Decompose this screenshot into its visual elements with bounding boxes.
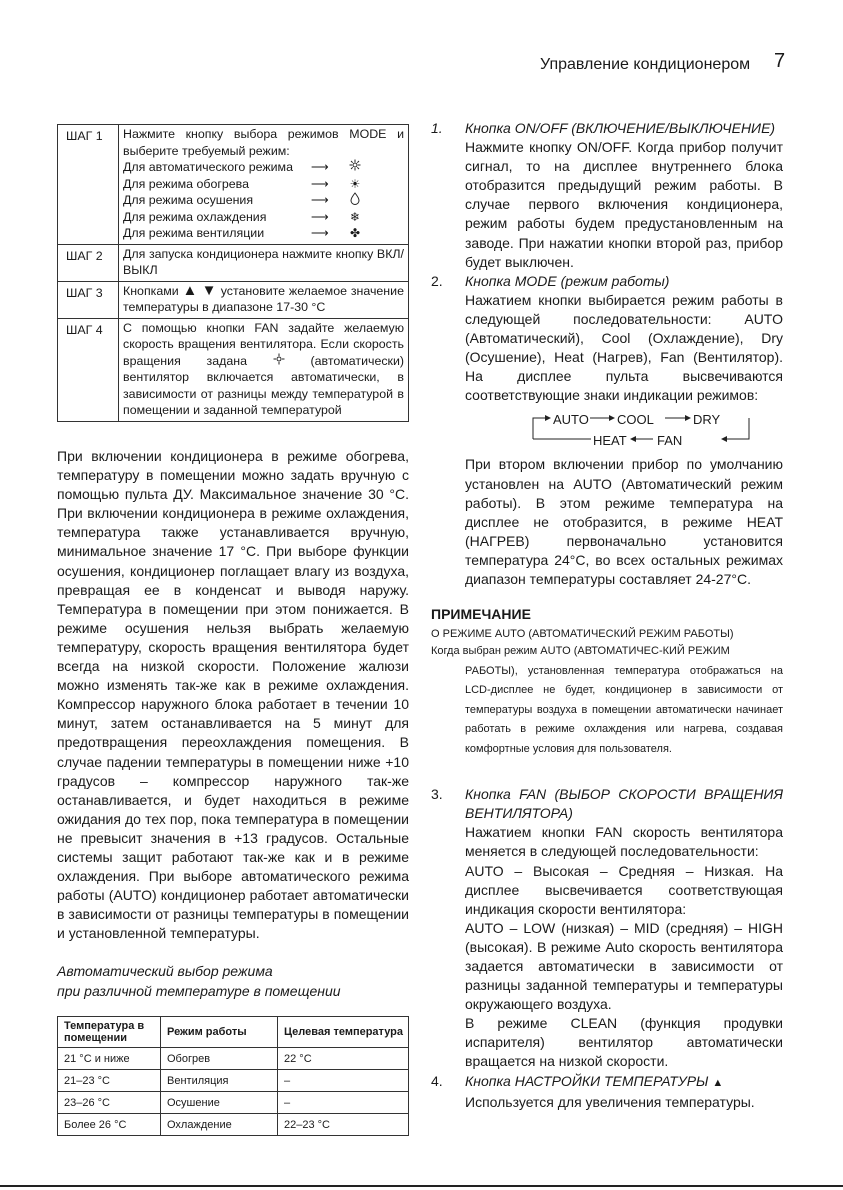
mode-row-heat — [123, 176, 404, 193]
caption-line: при различной температуре в помещении — [57, 982, 341, 999]
steps-table — [57, 124, 409, 422]
step-label: ШАГ 4 — [58, 318, 119, 421]
triangle-up-icon: ▲ — [182, 281, 198, 299]
step-content — [119, 281, 409, 318]
step-text: Для запуска кондиционера нажмите кнопку ВКЛ/ВЫКЛ — [119, 244, 409, 281]
table-cell: – — [278, 1092, 409, 1114]
auto-mode-icon — [347, 159, 363, 176]
note-body — [431, 642, 783, 759]
step-text: С помощью кнопки FAN задайте желаемую скорость вращения вентилятора. Если скорость вращения задана — [123, 320, 404, 368]
fan-icon: ✤ — [349, 226, 361, 240]
item-title: Кнопка НАСТРОЙКИ ТЕМПЕРАТУРЫ — [465, 1072, 709, 1089]
item-body: В режиме CLEAN (функция продувки испарителя) вентилятор автоматически вращается на низкой скорости. — [465, 1015, 783, 1070]
step-label: ШАГ 1 — [58, 125, 119, 245]
table-cell: Обогрев — [161, 1048, 278, 1070]
item-title: Кнопка ON/OFF (ВКЛЮЧЕНИЕ/ВЫКЛЮЧЕНИЕ) — [465, 120, 776, 136]
triangle-down-icon: ▼ — [201, 281, 217, 299]
auto-mode-table — [57, 1016, 409, 1136]
table-cell: 22–23 °С — [278, 1114, 409, 1136]
table-row — [58, 1092, 409, 1114]
bottom-divider — [0, 1185, 843, 1187]
step-text: установите желаемое значение температуры в диапазоне 17-30 °С — [123, 283, 404, 314]
auto-mode-icon — [273, 354, 285, 368]
table-row — [58, 1070, 409, 1092]
arrow-right-icon: ⟶ — [311, 209, 329, 224]
caption-line: Автоматический выбор режима — [57, 963, 273, 979]
mode-label: Для режима осушения — [123, 193, 254, 207]
table-row — [58, 1048, 409, 1070]
mode-row-auto — [123, 159, 404, 176]
table-header: Температура в помещении — [58, 1017, 161, 1048]
item-body: AUTO – LOW (низкая) – MID (средняя) – HIGH (высокая). В режиме Auto скорость вентилятора задается автоматически в зависимости от разницы заданной температуры и температуры окружающего воздуха. — [465, 919, 783, 1013]
table-cell: Вентиляция — [161, 1070, 278, 1092]
mode-label: Для режима охлаждения — [123, 209, 267, 224]
arrow-right-icon: ⟶ — [311, 176, 329, 191]
step-content — [119, 318, 409, 421]
mode-cool-label: COOL — [617, 412, 654, 428]
step-label: ШАГ 3 — [58, 281, 119, 318]
mode-heat-label: HEAT — [593, 433, 627, 449]
item-body: Нажатием кнопки выбирается режим работы в следующей последовательности: AUTO (Автоматический), Cool (Охлаждение), Dry (Осушение), Heat (Нагрев), Fan (Вентилятор). На дисплее пульта высвечиваются соответствующие знаки индикации режимов: — [465, 291, 783, 404]
snowflake-cool-icon: ❄ — [349, 209, 361, 224]
table-cell: – — [278, 1070, 409, 1092]
item-body: Используется для увеличения температуры. — [465, 1093, 755, 1110]
step-text: Нажмите кнопку выбора режимов MODE и выберите требуемый режим: — [123, 127, 404, 158]
item-temperature — [431, 1072, 783, 1112]
item-number: 2. — [431, 272, 443, 289]
table-cell: 21 °С и ниже — [58, 1048, 161, 1070]
mode-fan-label: FAN — [657, 433, 683, 449]
note-heading: ПРИМЕЧАНИЕ — [431, 606, 531, 623]
note-subheading: О РЕЖИМЕ AUTO (АВТОМАТИЧЕСКИЙ РЕЖИМ РАБОТЫ) — [431, 628, 734, 641]
table-header: Целевая температура — [278, 1017, 409, 1048]
auto-mode-caption — [57, 962, 409, 1001]
note-rest: РАБОТЫ), установленная температура отображаться на LCD-дисплее не будет, кондиционер в зависимости от температуры воздуха в помещении автоматически начинает работать в режиме охлаждения или нагрева, создавая комфортные условия для пользователя. — [465, 664, 783, 755]
item-title: Кнопка MODE (режим работы) — [465, 272, 670, 289]
step-text: Кнопками — [123, 283, 179, 298]
item-number: 3. — [431, 786, 443, 803]
table-cell: 22 °С — [278, 1048, 409, 1070]
table-cell: 21–23 °С — [58, 1070, 161, 1092]
mode-row-dry — [123, 192, 404, 209]
mode-label: Для автоматического режима — [123, 160, 293, 174]
page-header-title: Управление кондиционером — [540, 56, 751, 73]
arrow-right-icon: ⟶ — [311, 193, 329, 207]
step-label: ШАГ 2 — [58, 244, 119, 281]
item-mode — [431, 272, 783, 589]
step-content — [119, 125, 409, 245]
drop-dry-icon — [347, 192, 363, 210]
item-body: При втором включении прибор по умолчанию установлен на AUTO (Автоматический режим работы). В этом режиме температура на дисплее не отобразится, в режиме HEAT (НАГРЕВ) первоначально установится температура 24°С, во всех остальных режимах диапазон температуры составляет 24-27°С. — [465, 456, 783, 587]
item-on-off — [431, 119, 783, 272]
item-body: AUTO – Высокая – Средняя – Низкая. На дисплее высвечивается соответствующая индикация скорости вентилятора: — [465, 862, 783, 917]
triangle-up-icon: ▲ — [712, 1076, 724, 1089]
table-header: Режим работы — [161, 1017, 278, 1048]
left-body-text: При включении кондиционера в режиме обогрева, температуру в помещении можно задать вручную с помощью пульта ДУ. Максимальное значение 30 °С. При включении кондиционера в режиме охлаждения, температура также устанавливается вручную, минимальное значение 17 °С. При выборе функции осушения, кондиционер поглащает влагу из воздуха, превращая ее в конденсат и выводя наружу. Температура в помещении при этом понижается. В режиме осушения нельзя выбрать желаемую температуру, скорость вращения вентилятора будет всегда на низкой скорости. Положение жалюзи можно изменять так-же как в режиме охлаждения. Компрессор наружного блока работает в течении 10 минут, затем останавливается на 5 минут для предотвращения переохлаждения помещения. В случае падении температуры в помещении ниже +10 градусов – компрессор наружного так-же останавливается, и будет находиться в режиме ожидания до тех пор, пока температура в помещении не превысит значения в +13 градусов. Остальные системы защит работают так-же как и в режиме охлаждения. При выборе автоматического режима работы (AUTO) кондиционер работает автоматически в зависимости от разницы температуры в помещении и установленной температуры. — [57, 448, 409, 942]
table-cell: Более 26 °С — [58, 1114, 161, 1136]
mode-row-cool — [123, 209, 404, 226]
mode-label: Для режима обогрева — [123, 176, 249, 191]
mode-label: Для режима вентиляции — [123, 226, 265, 240]
right-column — [431, 119, 783, 1112]
arrow-right-icon: ⟶ — [311, 160, 329, 174]
item-number: 4. — [431, 1072, 443, 1089]
mode-row-fan — [123, 225, 404, 242]
item-body: Нажмите кнопку ON/OFF. Когда прибор получит сигнал, то на дисплее внутреннего блока отобразится предыдущий режим работы. В случае первого включения кондиционера, режим работы будем предустановленным на заводе. При нажатии кнопки второй раз, прибор будет выключен. — [465, 139, 783, 270]
item-title: Кнопка FAN (ВЫБОР СКОРОСТИ ВРАЩЕНИЯ ВЕНТИЛЯТОРА) — [465, 786, 783, 822]
table-cell: 23–26 °С — [58, 1092, 161, 1114]
step-text: (автоматически) вентилятор включается автоматически, в зависимости от разницы между температурой в помещении и заданной температурой — [123, 353, 404, 417]
sun-heat-icon: ☀ — [349, 176, 361, 191]
table-cell: Охлаждение — [161, 1114, 278, 1136]
mode-auto-label: AUTO — [553, 412, 589, 428]
table-cell: Осушение — [161, 1092, 278, 1114]
item-number: 1. — [431, 120, 443, 136]
mode-dry-label: DRY — [693, 412, 721, 428]
table-row — [58, 1114, 409, 1136]
item-fan — [431, 785, 783, 1071]
note-first-line: Когда выбран режим AUTO (АВТОМАТИЧЕС-КИЙ РЕЖИМ — [431, 645, 730, 658]
item-body: Нажатием кнопки FAN скорость вентилятора меняется в следующей последовательности: — [465, 824, 783, 860]
page-number: 7 — [774, 50, 786, 72]
mode-cycle-diagram — [531, 409, 751, 449]
arrow-right-icon: ⟶ — [311, 226, 329, 240]
